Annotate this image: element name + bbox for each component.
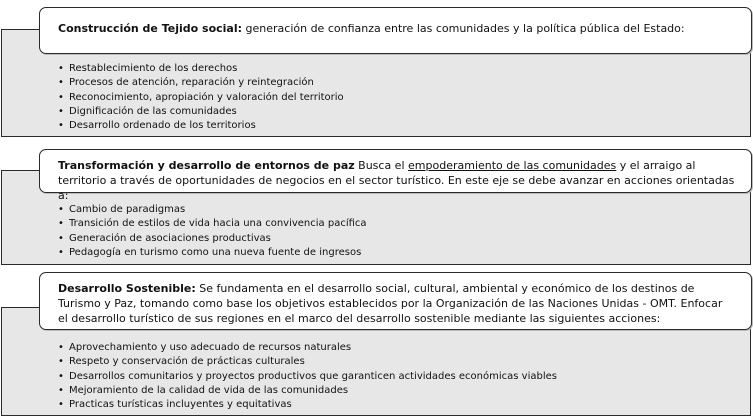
list-item: • Desarrollos comunitarios y proyectos productivos que garanticen actividades económicas viables: [58, 370, 557, 384]
section-heading-box: [39, 7, 752, 54]
list-item: • Procesos de atención, reparación y reintegración: [58, 76, 344, 90]
section-title: Construcción de Tejido social:: [58, 22, 243, 35]
list-item: • Transición de estilos de vida hacia una convivencia pacífica: [58, 217, 367, 231]
section-description-continued: y el arraigo al territorio a través de oportunidades de negocios en el sector turístico. En este eje se debe avanzar en acciones orientadas a:: [58, 159, 735, 202]
section-heading-box: [39, 272, 752, 330]
section-highlight: empoderamiento de las comunidades: [408, 159, 617, 172]
section-description: Busca el: [354, 159, 409, 172]
bullet-list: [58, 341, 557, 412]
list-item: • Dignificación de las comunidades: [58, 105, 344, 119]
bullet-list: [58, 203, 367, 260]
list-item: • Aprovechamiento y uso adecuado de recursos naturales: [58, 341, 557, 355]
section-description: Se fundamenta en el desarrollo social, cultural, ambiental y económico de los destinos de Turismo y Paz, tomando como base los objetivos establecidos por la Organización de las Naciones Unidas - OMT. Enfocar el desarrollo turístico de sus regiones en el marco del desarrollo sostenible mediante las siguientes acciones:: [58, 282, 723, 325]
section-title: Desarrollo Sostenible:: [58, 282, 196, 295]
list-item: • Mejoramiento de la calidad de vida de las comunidades: [58, 384, 557, 398]
list-item: • Cambio de paradigmas: [58, 203, 367, 217]
bullet-list: [58, 62, 344, 133]
section-title: Transformación y desarrollo de entornos de paz: [58, 159, 355, 172]
list-item: • Desarrollo ordenado de los territorios: [58, 119, 344, 133]
section-description: generación de confianza entre las comunidades y la política pública del Estado:: [242, 22, 685, 35]
list-item: • Pedagogía en turismo como una nueva fuente de ingresos: [58, 246, 367, 260]
list-item: • Generación de asociaciones productivas: [58, 232, 367, 246]
list-item: • Reconocimiento, apropiación y valoración del territorio: [58, 91, 344, 105]
section-heading-box: [39, 149, 752, 202]
list-item: • Practicas turísticas incluyentes y equitativas: [58, 398, 557, 412]
list-item: • Respeto y conservación de prácticas culturales: [58, 355, 557, 369]
list-item: • Restablecimiento de los derechos: [58, 62, 344, 76]
